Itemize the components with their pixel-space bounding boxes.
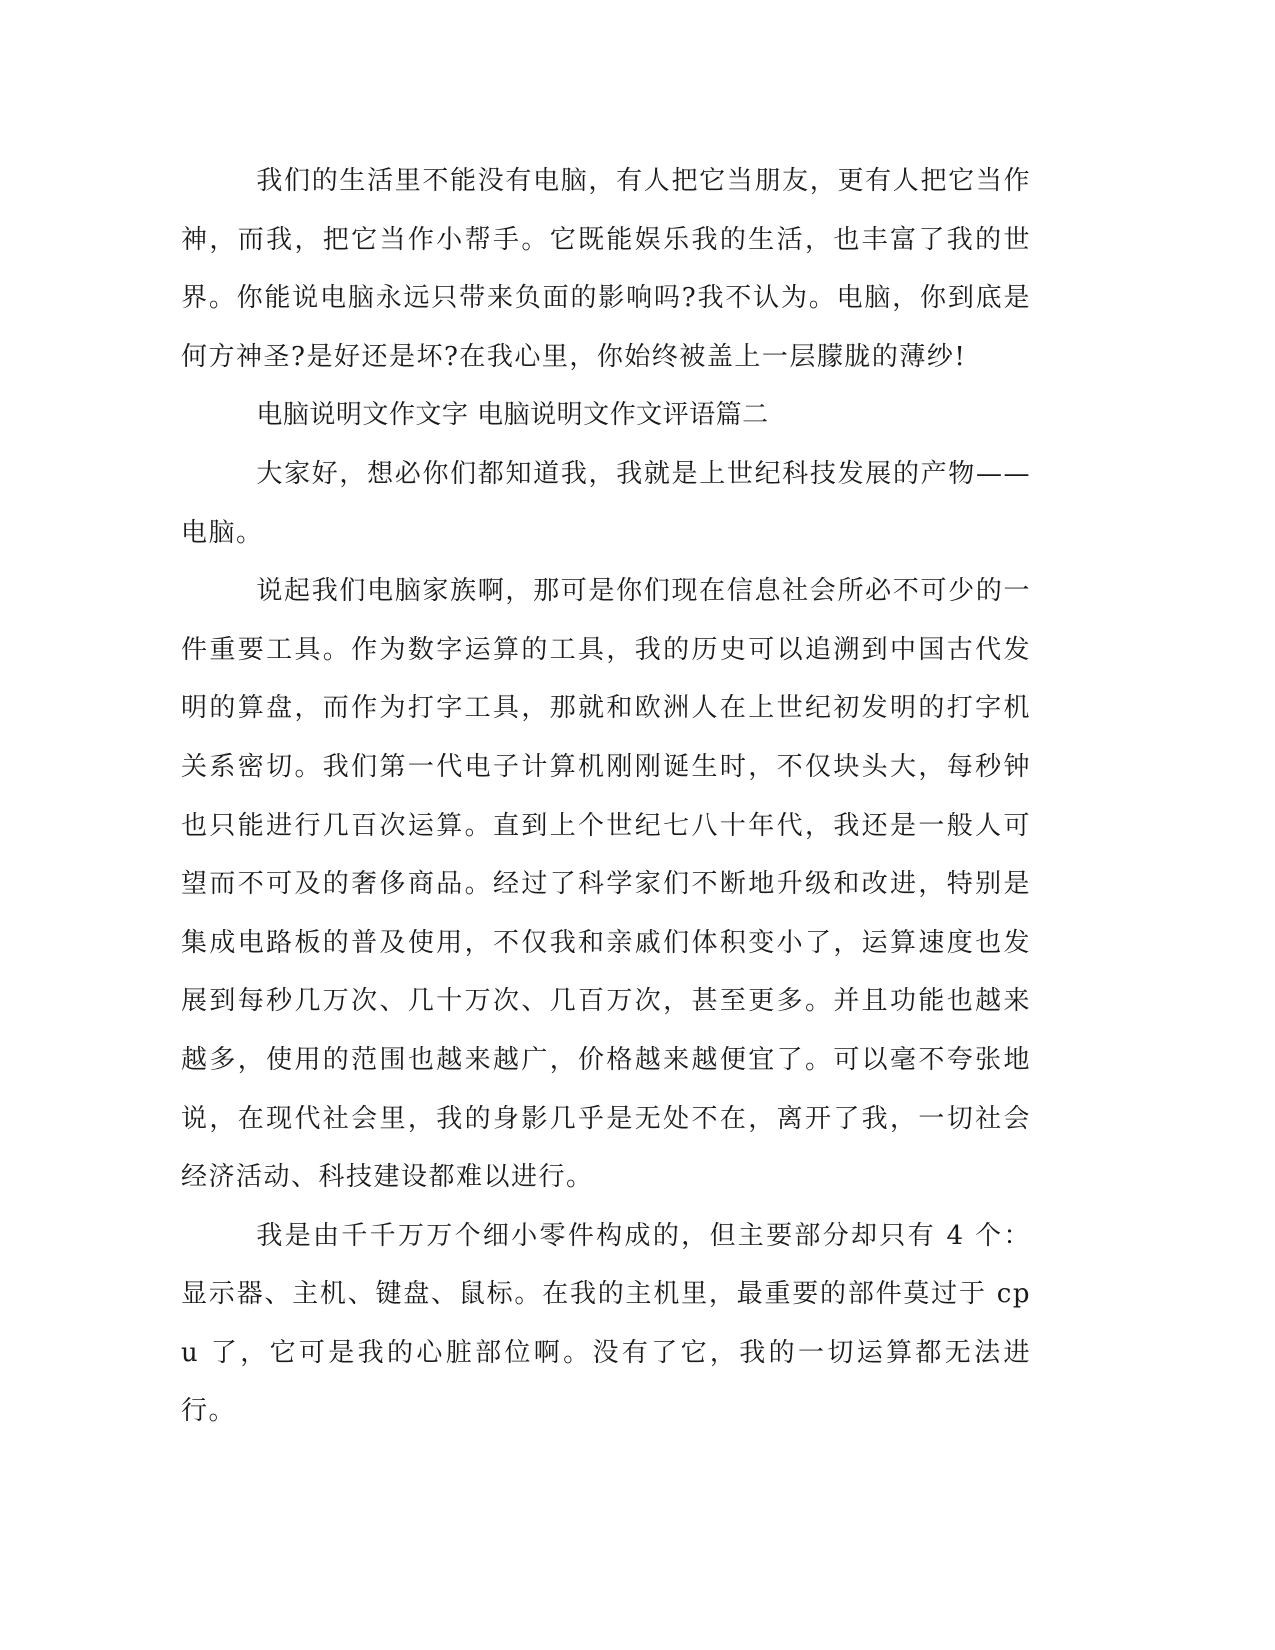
paragraph-intro: 我们的生活里不能没有电脑，有人把它当朋友，更有人把它当作神，而我，把它当作小帮手。它既能娱乐我的生活，也丰富了我的世界。你能说电脑永远只带来负面的影响吗?我不认为。电脑，你到底是何方神圣?是好还是坏?在我心里，你始终被盖上一层朦胧的薄纱!	[181, 166, 1031, 372]
document-body	[181, 152, 1031, 1441]
paragraph-greeting: 大家好，想必你们都知道我，我就是上世纪科技发展的产物——电脑。	[181, 458, 1031, 548]
paragraph-components: 我是由千千万万个细小零件构成的，但主要部分却只有 4 个：显示器、主机、键盘、鼠标。在我的主机里，最重要的部件莫过于 cpu 了，它可是我的心脏部位啊。没有了它，我的一切运算都无法进行。	[181, 1220, 1031, 1427]
paragraph-history: 说起我们电脑家族啊，那可是你们现在信息社会所必不可少的一件重要工具。作为数字运算的工具，我的历史可以追溯到中国古代发明的算盘，而作为打字工具，那就和欧洲人在上世纪初发明的打字机关系密切。我们第一代电子计算机刚刚诞生时，不仅块头大，每秒钟也只能进行几百次运算。直到上个世纪七八十年代，我还是一般人可望而不可及的奢侈商品。经过了科学家们不断地升级和改进，特别是集成电路板的普及使用，不仅我和亲戚们体积变小了，运算速度也发展到每秒几万次、几十万次、几百万次，甚至更多。并且功能也越来越多，使用的范围也越来越广，价格越来越便宜了。可以毫不夸张地说，在现代社会里，我的身影几乎是无处不在，离开了我，一切社会经济活动、科技建设都难以进行。	[181, 576, 1031, 1193]
section-heading: 电脑说明文作文字 电脑说明文作文评语篇二	[256, 400, 769, 431]
